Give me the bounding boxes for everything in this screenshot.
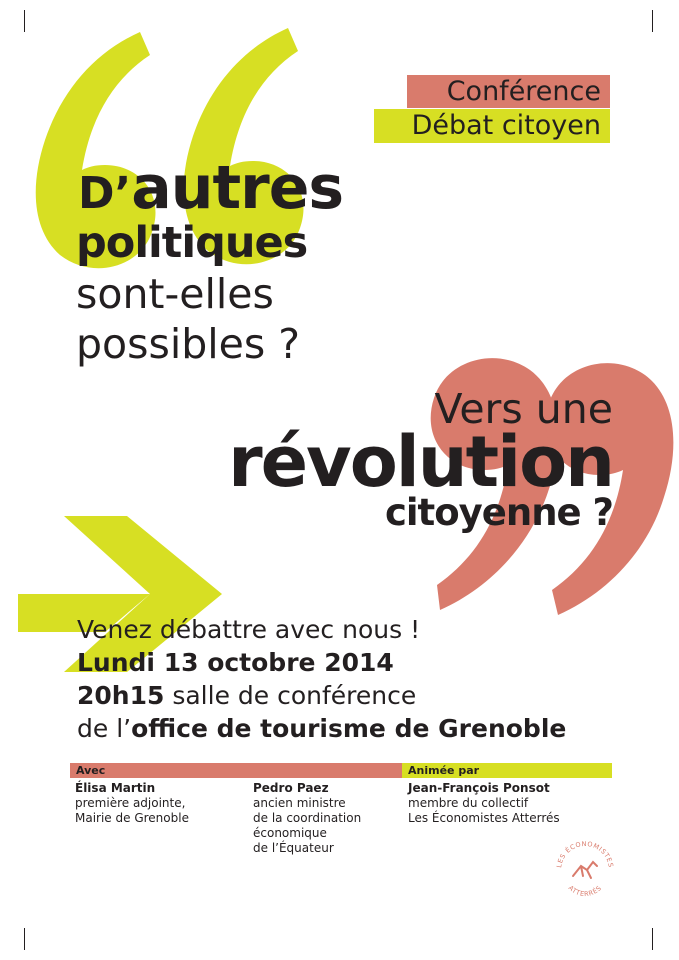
question1-line4: possibles ? (76, 320, 301, 368)
logo-text-top: LES ÉCONOMISTES (555, 839, 615, 869)
speaker-role: Les Économistes Atterrés (408, 811, 560, 825)
speaker-1 (75, 781, 189, 826)
speaker-2 (253, 781, 361, 856)
tag-conference (407, 75, 610, 108)
event-time-line (77, 683, 416, 708)
with-label: Avec (76, 764, 106, 777)
speaker-role: première adjointe, (75, 796, 186, 810)
question1-line2: politiques (76, 218, 308, 268)
speaker-name: Élisa Martin (75, 781, 156, 795)
svg-text:LES ÉCONOMISTES (555, 840, 615, 868)
question1-line1 (78, 153, 344, 223)
event-venue-prefix: de l’ (77, 714, 132, 743)
tag-conference-label: Conférence (446, 76, 601, 107)
event-venue-line (77, 716, 566, 741)
speaker-role: ancien ministre (253, 796, 346, 810)
moderated-label: Animée par (408, 764, 480, 777)
economistes-atterres-logo (553, 836, 617, 900)
speaker-name: Jean-François Ponsot (408, 781, 550, 795)
event-invite: Venez débattre avec nous ! (77, 615, 421, 644)
question2-line1: Vers une (434, 385, 613, 433)
speaker-role: économique (253, 826, 327, 840)
event-date: Lundi 13 octobre 2014 (77, 648, 394, 677)
tag-debate-label: Débat citoyen (411, 110, 601, 141)
question1-word1: autres (131, 153, 344, 223)
speaker-role: de l’Équateur (253, 841, 334, 855)
speaker-role: membre du collectif (408, 796, 529, 810)
question1-line3: sont-elles (76, 270, 274, 318)
event-venue-place: office de tourisme de Grenoble (131, 714, 567, 743)
speaker-role: de la coordination (253, 811, 362, 825)
event-time: 20h15 (77, 681, 165, 710)
question2-line3: citoyenne ? (384, 491, 613, 534)
logo-text-bottom: ATTERRÉS (566, 883, 604, 899)
with-bar (70, 763, 402, 778)
speaker-3 (408, 781, 560, 826)
speaker-role: Mairie de Grenoble (75, 811, 189, 825)
svg-text:ATTERRÉS (567, 884, 604, 898)
moderated-bar (402, 763, 612, 778)
question2-line2: révolution (228, 421, 613, 503)
tag-debate (374, 109, 610, 143)
logo-figure-icon (573, 862, 597, 878)
speaker-name: Pedro Paez (253, 781, 329, 795)
question1-prefix: D’ (78, 168, 132, 219)
event-venue-line1: salle de conférence (164, 681, 417, 710)
